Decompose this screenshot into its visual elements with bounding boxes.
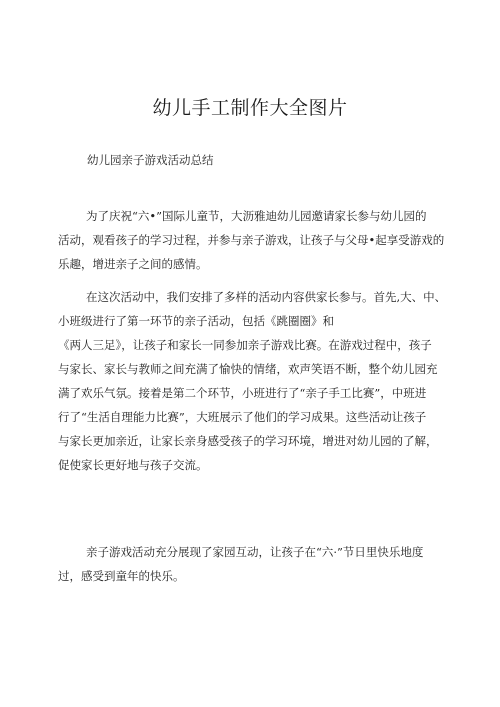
paragraph-line: 满了欢乐气氛。接着是第二个环节，小班进行了“亲子手工比赛”，中班进 [58,386,427,400]
paragraph-line: 行了“生活自理能力比赛”，大班展示了他们的学习成果。这些活动让孩子 [58,410,427,424]
paragraph-line: 《两人三足》，让孩子和家长一同参加亲子游戏比赛。在游戏过程中，孩子 [58,338,432,352]
paragraph-line: 与家长更加亲近，让家长亲身感受孩子的学习环境，增进对幼儿园的了解， [58,434,438,448]
paragraph-line: 为了庆祝“六•”国际儿童节，大沥雅迪幼儿园邀请家长参与幼儿园的 [86,209,427,223]
paragraph-line: 活动，观看孩子的学习过程，并参与亲子游戏，让孩子与父母•起享受游戏的 [58,233,445,247]
paragraph-2 [58,285,450,477]
document-subtitle: 幼儿园亲子游戏活动总结 [87,153,214,167]
paragraph-line: 小班级进行了第一环节的亲子活动，包括《跳圈圈》和 [58,314,334,328]
paragraph-line: 过，感受到童年的快乐。 [58,569,185,583]
paragraph-line: 与家长、家长与教师之间充满了愉快的情绪，欢声笑语不断，整个幼儿园充 [58,362,438,376]
paragraph-line: 乐趣，增进亲子之间的感情。 [58,257,208,271]
paragraph-line: 亲子游戏活动充分展现了家园互动，让孩子在“六·”节日里快乐地度 [86,545,424,559]
paragraph-3 [58,540,450,588]
paragraph-line: 在这次活动中，我们安排了多样的活动内容供家长参与。首先,大、中、 [86,290,447,304]
document-title: 幼儿手工制作大全图片 [152,97,348,119]
paragraph-line: 促使家长更好地与孩子交流。 [58,458,208,472]
paragraph-1 [58,204,450,276]
